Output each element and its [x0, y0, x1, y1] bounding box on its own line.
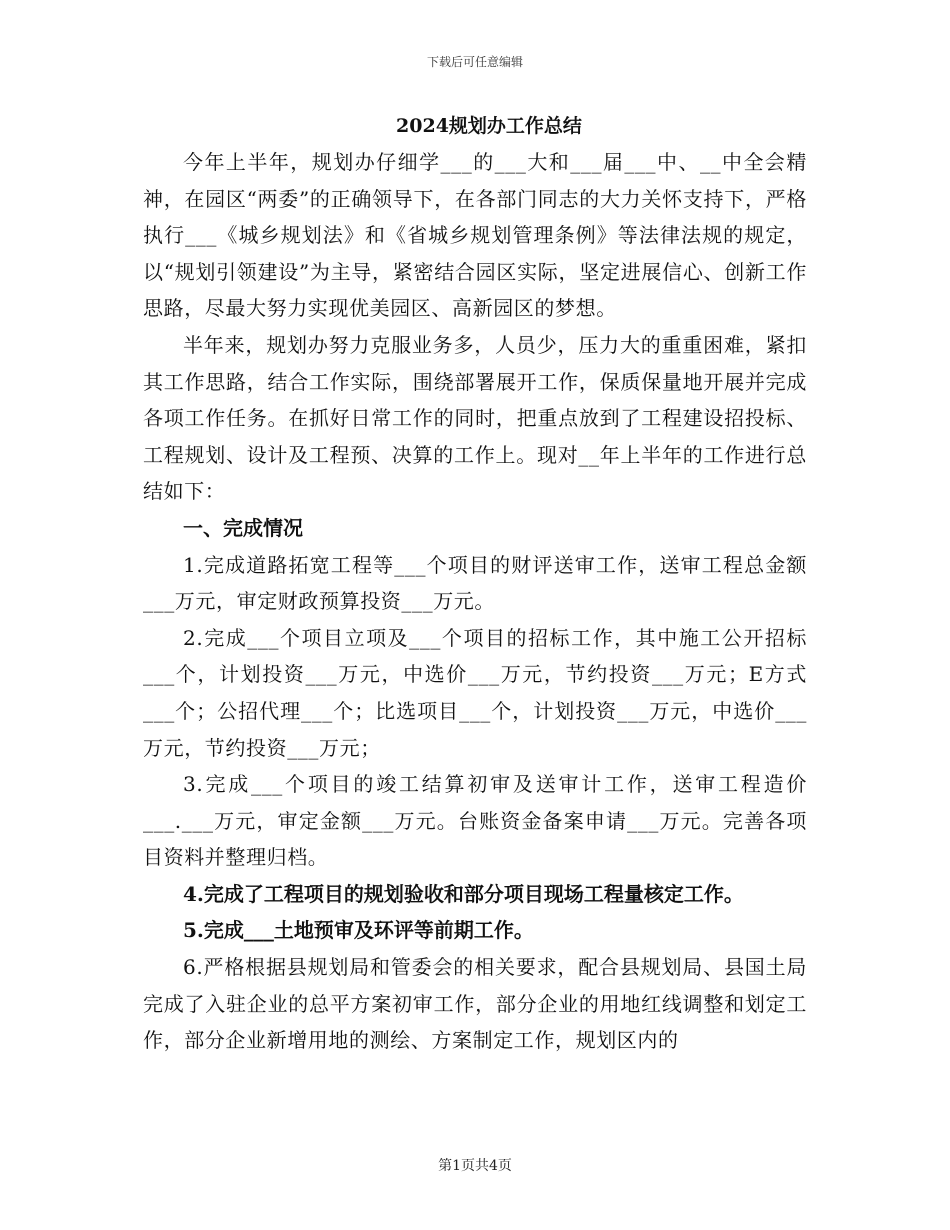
section-heading: 一、完成情况	[183, 515, 303, 540]
list-item: 2.完成___个项目立项及___个项目的招标工作，其中施工公开招标___个，计划投资___万元，中选价___万元，节约投资___万元；E方式___个；公招代理___个；比选项目___个，计划投资___万元，中选价___万元，节约投资___万元；	[143, 625, 807, 760]
list-item-bold: 5.完成___土地预审及环评等前期工作。	[183, 918, 534, 943]
list-item-bold: 4.完成了工程项目的规划验收和部分项目现场工程量核定工作。	[183, 881, 744, 906]
list-item: 6.严格根据县规划局和管委会的相关要求，配合县规划局、县国土局完成了入驻企业的总平方案初审工作，部分企业的用地红线调整和划定工作，部分企业新增用地的测绘、方案制定工作，规划区内的	[143, 955, 807, 1053]
intro-paragraph: 今年上半年，规划办仔细学___的___大和___届___中、__中全会精神，在园区“两委”的正确领导下，在各部门同志的大力关怀支持下，严格执行___《城乡规划法》和《省城乡规划管理条例》等法律法规的规定，以“规划引领建设”为主导，紧密结合园区实际，坚定进展信心、创新工作思路，尽最大努力实现优美园区、高新园区的梦想。	[143, 150, 807, 321]
document-title: 2024规划办工作总结	[396, 115, 582, 137]
document-body	[143, 108, 807, 1059]
page-footer: 第1页共4页	[438, 1158, 512, 1174]
list-item: 3.完成___个项目的竣工结算初审及送审计工作，送审工程造价___.___万元，审定金额___万元。台账资金备案申请___万元。完善各项目资料并整理归档。	[143, 772, 807, 870]
page-header: 下载后可任意编辑	[426, 55, 523, 69]
summary-paragraph: 半年来，规划办努力克服业务多，人员少，压力大的重重困难，紧扣其工作思路，结合工作实际，围绕部署展开工作，保质保量地开展并完成各项工作任务。在抓好日常工作的同时，把重点放到了工程建设招投标、工程规划、设计及工程预、决算的工作上。现对__年上半年的工作进行总结如下：	[143, 332, 807, 504]
list-item: 1.完成道路拓宽工程等___个项目的财评送审工作，送审工程总金额___万元，审定财政预算投资___万元。	[143, 552, 807, 614]
